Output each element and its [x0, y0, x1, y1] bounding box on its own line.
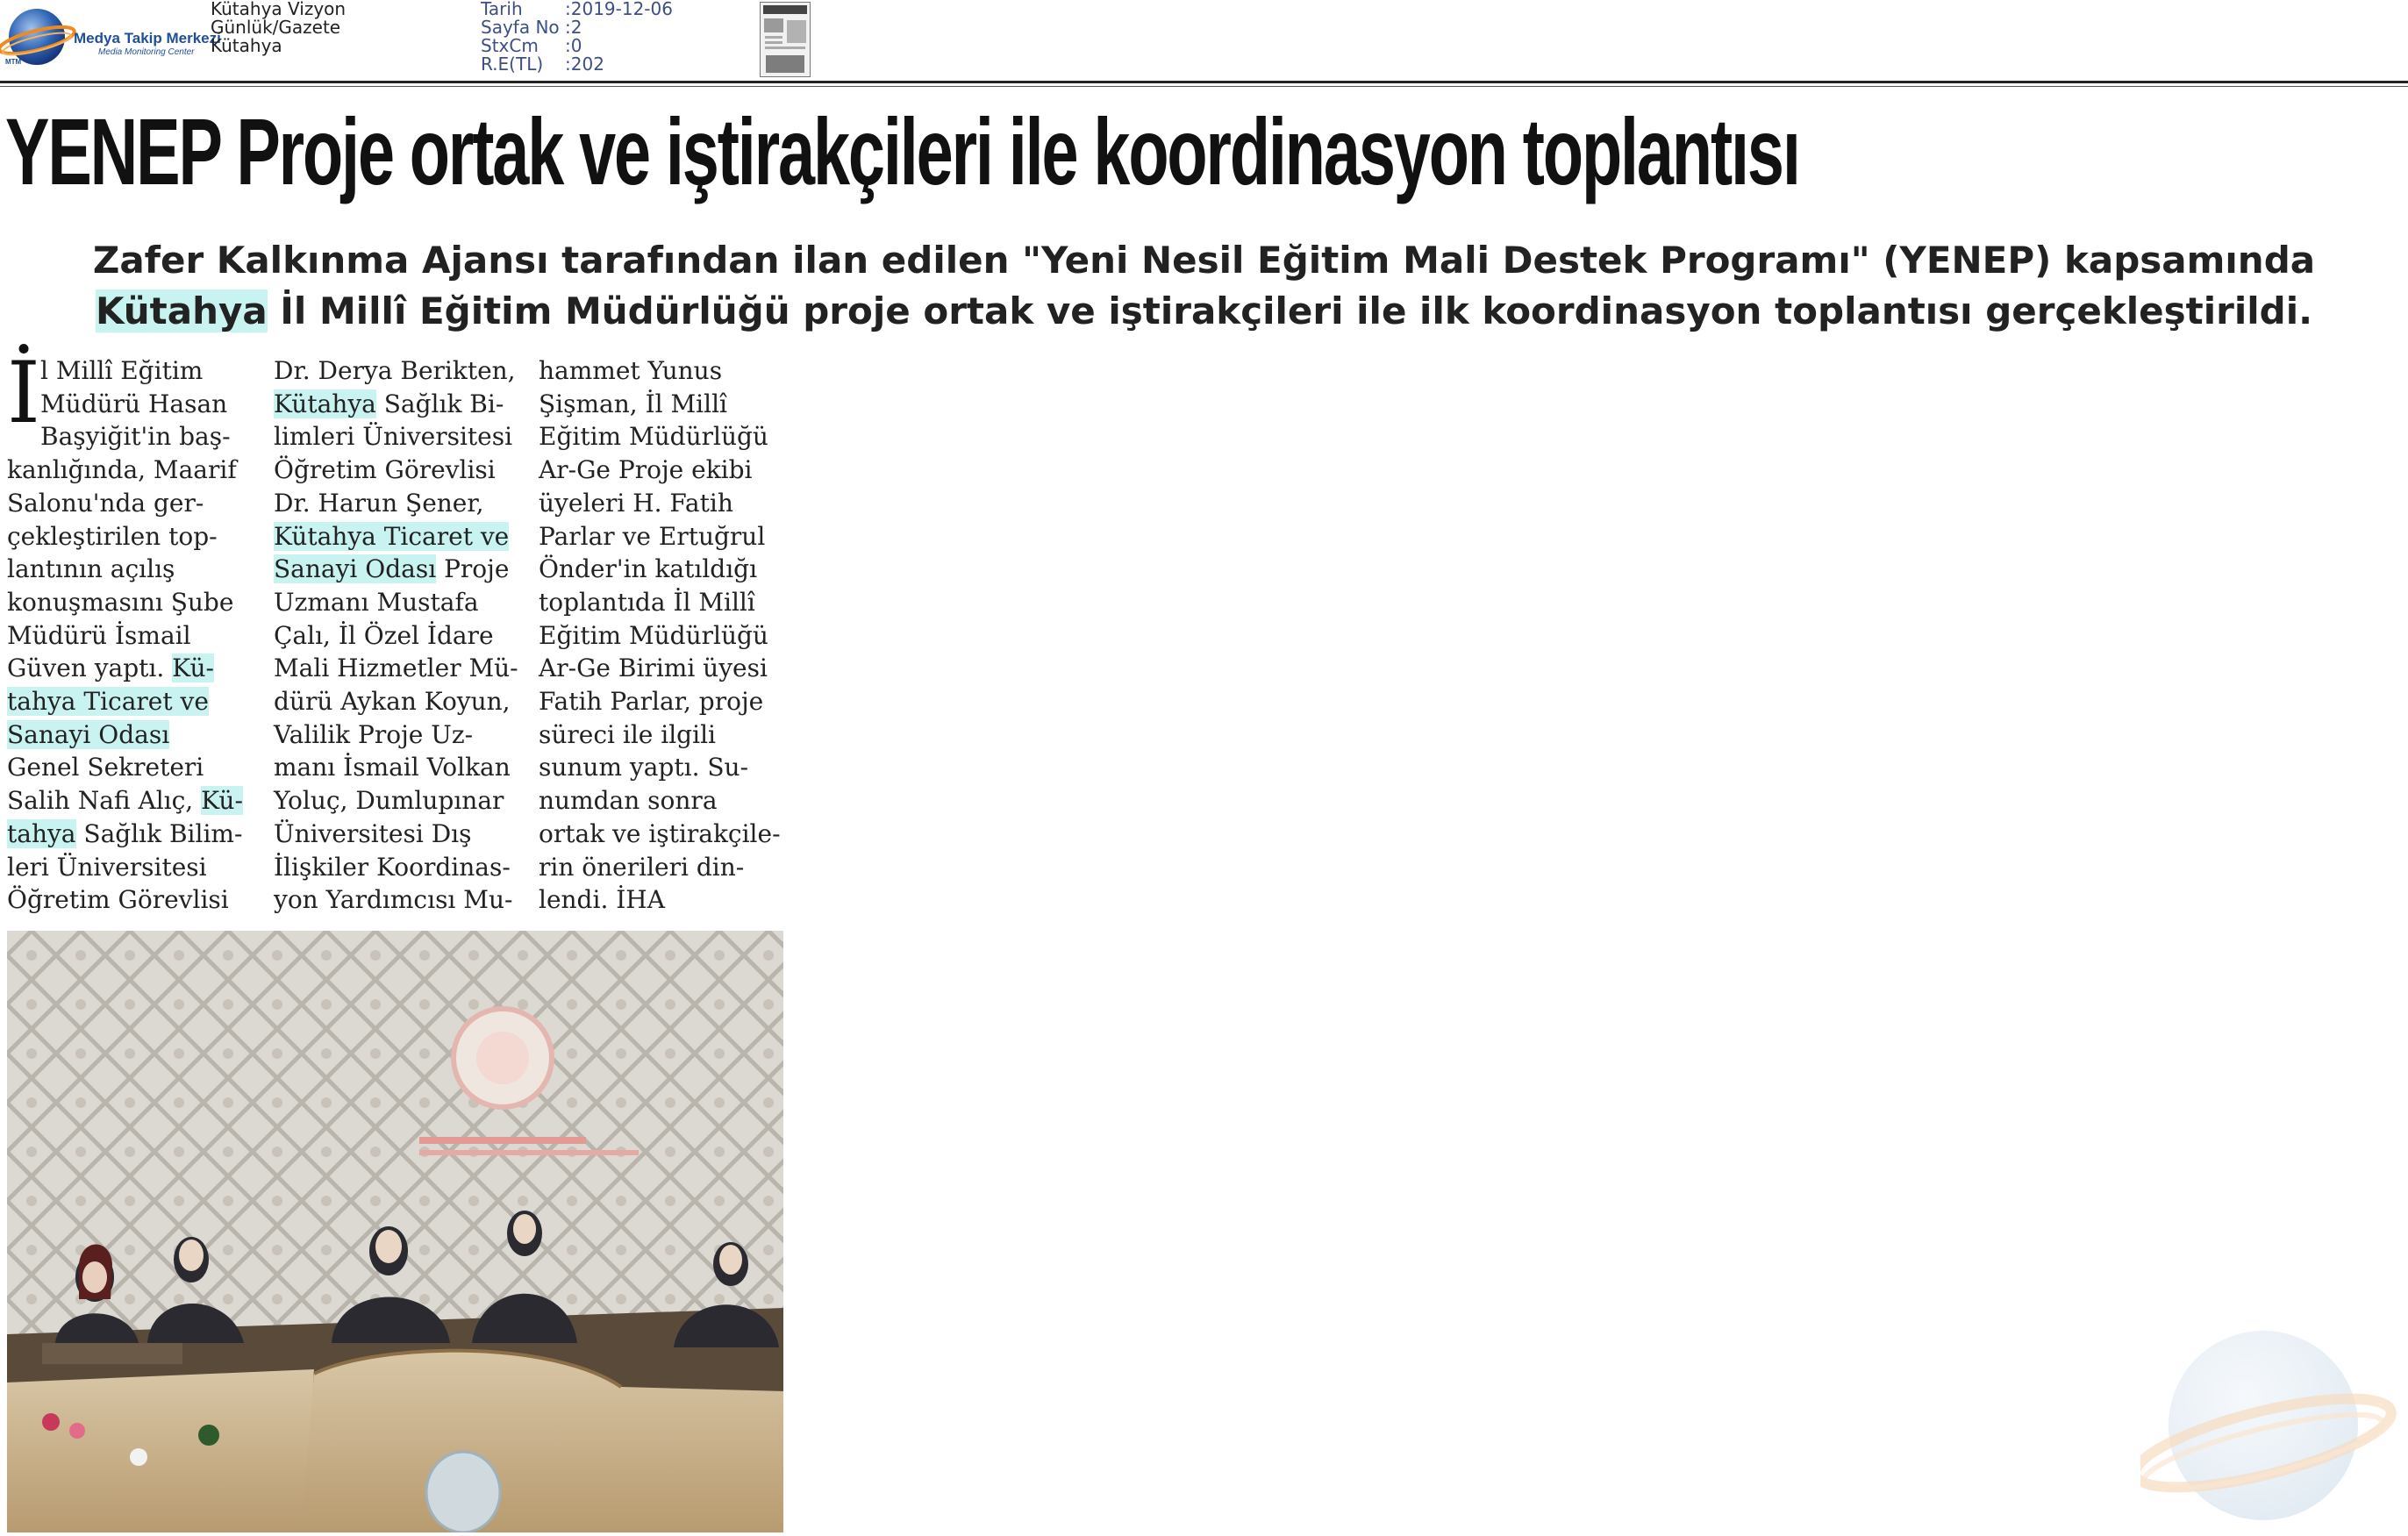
header-rule-thin: [0, 86, 2408, 87]
text-run: Genel Sekreteri Salih Nafi Alıç,: [7, 753, 204, 816]
re-label: R.E(TL): [481, 54, 544, 75]
stxcm-label: StxCm: [481, 35, 539, 56]
article-column-1: [7, 344, 253, 915]
thumbnail-photo: [764, 18, 783, 32]
header-rule: [0, 81, 2408, 83]
stxcm-value: :0: [565, 35, 582, 56]
logo-subtitle: Media Monitoring Center: [98, 47, 195, 57]
text-run: Proje Uzmanı Mustafa Çalı, İl Özel İdare Mali Hizmetler Mü- dürü Aykan Koyun, Valilik Proje Uz- manı İsmail Volkan Yoluç, Dumlupınar Üniversitesi Dış İlişkiler Koordinas- yon Yardımcısı Mu-: [274, 554, 518, 915]
article-column-2: [274, 354, 530, 917]
page-label: Sayfa No: [481, 17, 560, 38]
highlight-kutahya: Kütahya: [274, 389, 376, 418]
logo-badge: MTM: [5, 58, 22, 66]
highlight-kutahya-ticaret-odasi: Kü- tahya Ticaret ve Sanayi Odası: [7, 654, 214, 749]
publication-name: Kütahya Vizyon: [211, 0, 347, 19]
thumbnail-line: [765, 46, 805, 49]
article-subhead: [9, 235, 2399, 337]
page-value: :2: [565, 17, 582, 38]
subhead-text: Zafer Kalkınma Ajansı tarafından ilan edilen "Yeni Nesil Eğitim Mali Destek Programı" (YENEP) kapsamında: [92, 239, 2316, 282]
re-row: [481, 55, 673, 74]
thumbnail-masthead: [763, 5, 807, 14]
page-row: [481, 18, 673, 37]
text-run: Sağlık Bi- limleri Üniversitesi Öğretim Görevlisi Dr. Harun Şener,: [274, 389, 513, 518]
thumbnail-photo: [787, 20, 806, 43]
highlight-kutahya: Kü- tahya: [7, 786, 243, 848]
article-photo: [7, 931, 783, 1532]
publication-info: [211, 0, 346, 55]
clipping-info: [481, 0, 673, 74]
subhead-text: İl Millî Eğitim Müdürlüğü proje ortak ve iştirakçileri ile ilk koordinasyon toplantısı gerçekleştirildi.: [267, 289, 2313, 332]
thumbnail-photo: [766, 55, 804, 73]
stxcm-row: [481, 37, 673, 55]
mtm-logo: [0, 4, 221, 72]
text-run: hammet Yunus Şişman, İl Millî Eğitim Müdürlüğü Ar-Ge Proje ekibi üyeleri H. Fatih Parlar ve Ertuğrul Önder'in katıldığı toplantıda İl Millî Eğitim Müdürlüğü Ar-Ge Birimi üyesi Fatih Parlar, proje süreci ile ilgili sunum yaptı. Su- numdan sonra ortak ve iştirakçile- rin önerileri din- lendi. İHA: [539, 356, 781, 915]
meeting-photo-illustration: [7, 931, 783, 1532]
text-run: Sağlık Bilim- leri Üniversitesi Öğretim Görevlisi: [7, 818, 243, 915]
thumbnail-line: [765, 36, 782, 39]
date-value: :2019-12-06: [565, 0, 673, 19]
publication-type: Günlük/Gazete: [211, 17, 341, 38]
logo-name: Medya Takip Merkezi: [74, 30, 221, 46]
column-text: [7, 354, 253, 917]
watermark-globe-icon: [2140, 1320, 2404, 1536]
page-thumbnail[interactable]: [760, 2, 811, 77]
subhead-highlight: Kütahya: [95, 289, 268, 332]
highlight-kutahya-ticaret-odasi: Kütahya Ticaret ve Sanayi Odası: [274, 521, 510, 584]
date-label: Tarih: [481, 0, 523, 19]
drop-cap-spacer: [7, 354, 40, 453]
thumbnail-line: [765, 41, 782, 44]
article-headline: YENEP Proje ortak ve iştirakçileri ile koordinasyon toplantısı: [5, 98, 1799, 204]
text-run: l Millî Eğitim Müdürü Hasan Başyiğit'in baş- kanlığında, Maarif Salonu'nda ger- çekleştirilen top- lantının açılış konuşmasını Şube Müdürü İsmail Güven yaptı.: [7, 356, 237, 683]
text-run: Dr. Derya Berikten,: [274, 356, 516, 385]
clipping-header: [0, 0, 2408, 81]
date-row: [481, 0, 673, 18]
re-value: :202: [565, 54, 604, 75]
drop-cap: İ: [7, 344, 40, 442]
article-column-3: [539, 354, 795, 917]
publication-city: Kütahya: [211, 35, 282, 56]
